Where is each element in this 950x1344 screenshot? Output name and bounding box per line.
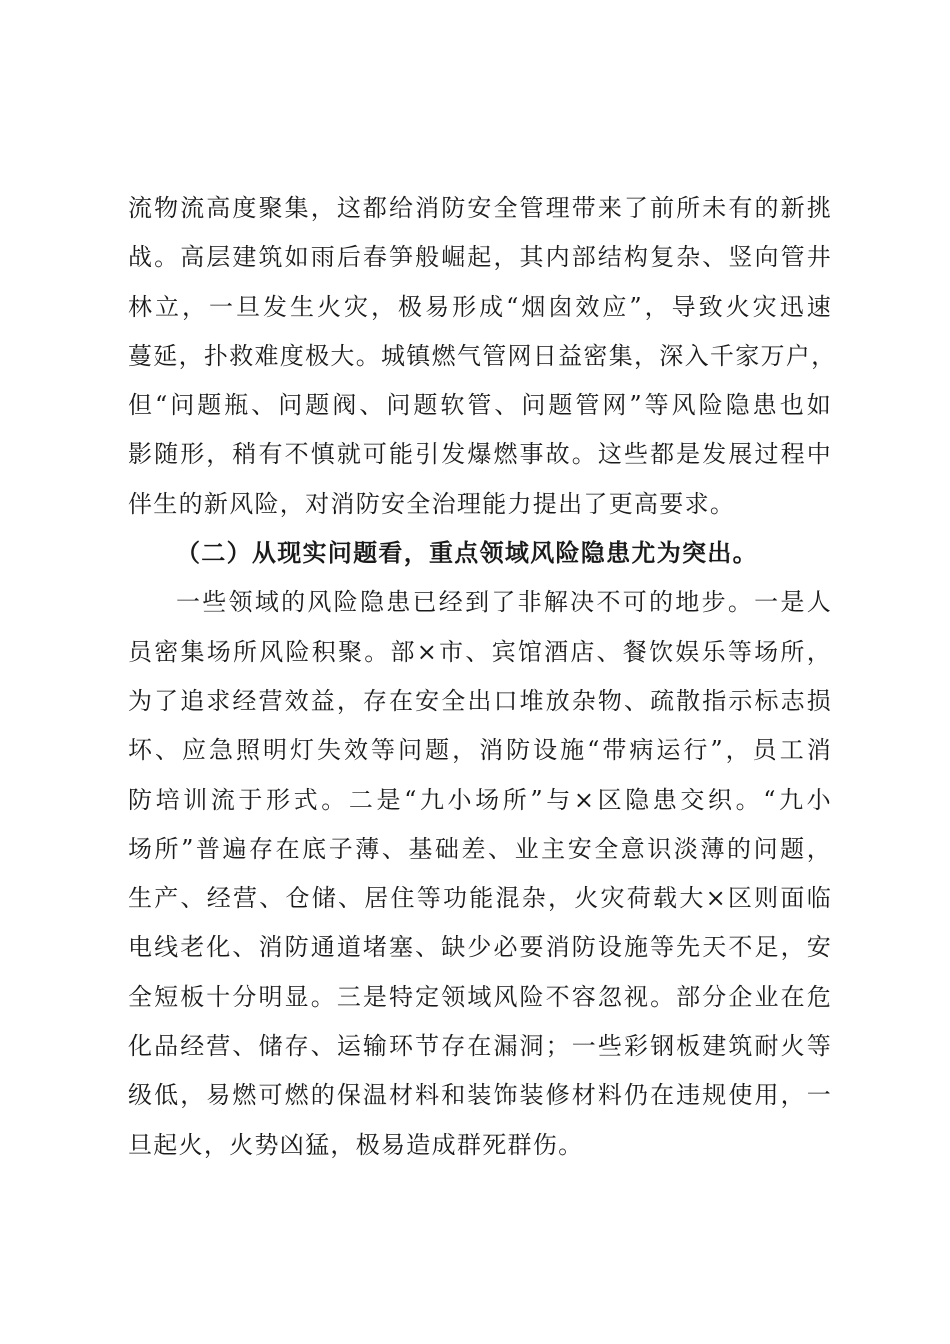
paragraph-line: 防培训流于形式。二是“九小场所”与×区隐患交织。“九小 <box>128 785 832 814</box>
paragraph-line: 生产、经营、仓储、居住等功能混杂，火灾荷载大×区则面临 <box>128 884 832 913</box>
paragraph-line: 影随形，稍有不慎就可能引发爆燃事故。这些都是发展过程中 <box>128 440 832 469</box>
paragraph-line: 林立，一旦发生火灾，极易形成“烟囱效应”，导致火灾迅速 <box>128 292 832 321</box>
paragraph-line: 坏、应急照明灯失效等问题，消防设施“带病运行”，员工消 <box>128 736 832 765</box>
paragraph-line: 战。高层建筑如雨后春笋般崛起，其内部结构复杂、竖向管井 <box>128 243 832 272</box>
paragraph-line: 但“问题瓶、问题阀、问题软管、问题管网”等风险隐患也如 <box>128 391 832 420</box>
paragraph-line: 为了追求经营效益，存在安全出口堆放杂物、疏散指示标志损 <box>128 686 832 715</box>
paragraph-line: 化品经营、储存、运输环节存在漏洞；一些彩钢板建筑耐火等 <box>128 1032 832 1061</box>
section-heading: （二）从现实问题看，重点领域风险隐患尤为突出。 <box>176 539 758 568</box>
paragraph-line: 级低，易燃可燃的保温材料和装饰装修材料仍在违规使用，一 <box>128 1081 832 1110</box>
document-body <box>128 184 837 1170</box>
paragraph-line: 全短板十分明显。三是特定领域风险不容忽视。部分企业在危 <box>128 982 832 1011</box>
paragraph-line: 伴生的新风险，对消防安全治理能力提出了更高要求。 <box>128 489 736 518</box>
paragraph-line: 旦起火，火势凶猛，极易造成群死群伤。 <box>128 1130 584 1159</box>
paragraph-line: 场所”普遍存在底子薄、基础差、业主安全意识淡薄的问题， <box>128 834 832 863</box>
paragraph-line: 一些领域的风险隐患已经到了非解决不可的地步。一是人 <box>176 588 832 617</box>
paragraph-line: 流物流高度聚集，这都给消防安全管理带来了前所未有的新挑 <box>128 194 832 222</box>
paragraph-line: 蔓延，扑救难度极大。城镇燃气管网日益密集，深入千家万户， <box>128 341 837 370</box>
paragraph-line: 员密集场所风险积聚。部×市、宾馆酒店、餐饮娱乐等场所， <box>128 637 832 666</box>
paragraph-line: 电线老化、消防通道堵塞、缺少必要消防设施等先天不足，安 <box>128 933 832 962</box>
